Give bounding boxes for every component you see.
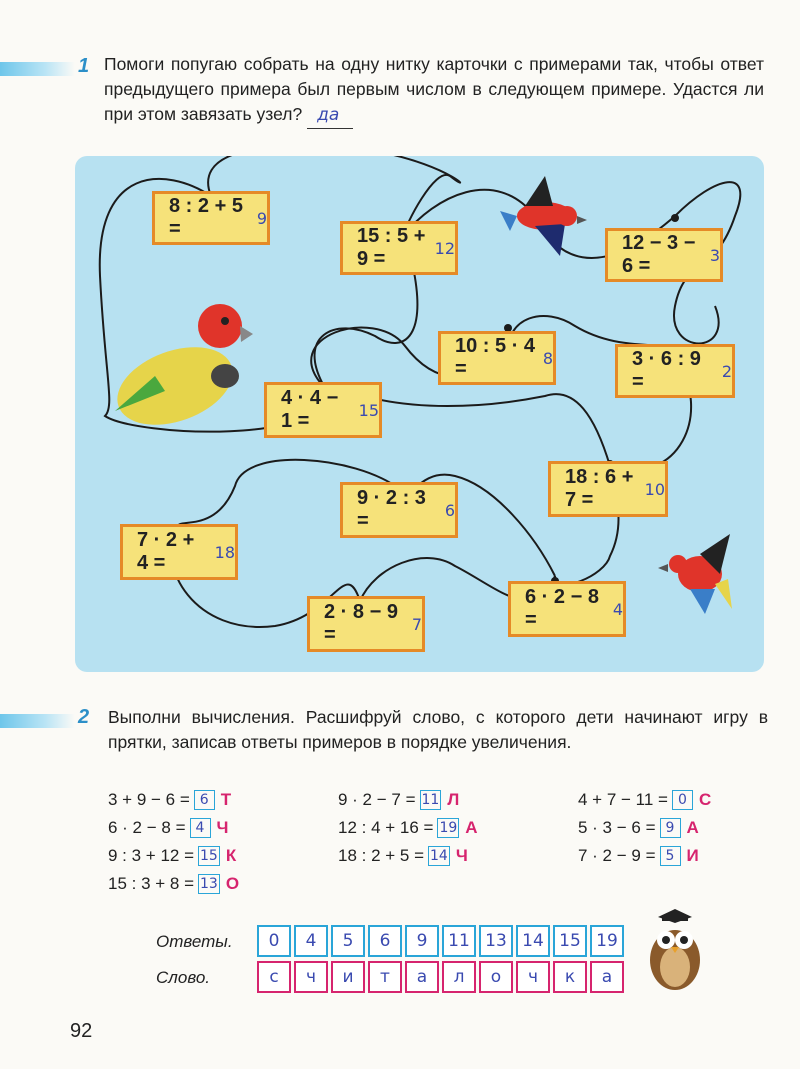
example-expr: 5 · 3 − 6 = — [578, 818, 656, 837]
example-letter: О — [225, 874, 240, 893]
example-expr: 7 · 2 − 9 = — [578, 846, 656, 865]
example-letter: С — [698, 790, 712, 809]
word-cell[interactable]: а — [590, 961, 624, 993]
task1-question: Помоги попугаю собрать на одну нитку карточки с примерами так, чтобы ответ предыдущего примера был первым числом в следующем примере. Удастся ли при этом завязать узел? — [104, 54, 764, 124]
answer-cell[interactable]: 4 — [294, 925, 328, 957]
example-letter: Т — [220, 790, 232, 809]
example-7 — [338, 846, 468, 866]
task1-text — [104, 52, 764, 129]
card-answer: 7 — [411, 614, 422, 634]
task-number-1: 1 — [78, 55, 90, 77]
bird-illustration — [658, 534, 732, 614]
card-expr: 3 · 6 : 9 = — [632, 348, 701, 393]
card-expr: 8 : 2 + 5 = — [169, 195, 243, 240]
example-answer[interactable]: 6 — [194, 790, 215, 810]
example-5 — [338, 790, 459, 810]
card-7[interactable] — [548, 461, 668, 517]
card-expr: 15 : 5 + 9 = — [357, 225, 426, 270]
answer-cell[interactable]: 13 — [479, 925, 513, 957]
answer-cell[interactable]: 9 — [405, 925, 439, 957]
card-8[interactable] — [340, 482, 458, 538]
task2-text: Выполни вычисления. Расшифруй слово, с которого дети начинают игру в прятки, записав ответы примеров в порядке увеличения. — [108, 707, 768, 752]
puzzle-panel — [75, 156, 764, 672]
example-answer[interactable]: 0 — [672, 790, 693, 810]
example-10 — [578, 846, 699, 866]
task-number-2: 2 — [78, 706, 90, 728]
example-answer[interactable]: 15 — [200, 848, 218, 864]
example-1 — [108, 790, 231, 810]
example-expr: 6 · 2 − 8 = — [108, 818, 186, 837]
example-3 — [108, 846, 236, 866]
card-answer: 4 — [612, 599, 623, 619]
card-answer: 12 — [434, 238, 455, 258]
example-letter: А — [686, 818, 699, 837]
card-answer: 15 — [358, 400, 379, 420]
example-letter: Л — [447, 790, 460, 809]
card-expr: 18 : 6 + 7 = — [565, 466, 634, 511]
example-4 — [108, 874, 239, 894]
example-expr: 9 · 2 − 7 = — [338, 790, 416, 809]
example-letter: Ч — [455, 846, 468, 865]
example-answer[interactable]: 5 — [660, 846, 681, 866]
example-answer[interactable]: 14 — [430, 848, 448, 864]
example-2 — [108, 818, 228, 838]
parrot-illustration — [95, 304, 253, 439]
header-stripe-2 — [0, 714, 75, 728]
card-expr: 10 : 5 · 4 = — [455, 335, 536, 380]
example-answer[interactable]: 9 — [660, 818, 681, 838]
word-cell[interactable]: о — [479, 961, 513, 993]
answer-cell[interactable]: 14 — [516, 925, 550, 957]
card-10[interactable] — [307, 596, 425, 652]
example-letter: Ч — [216, 818, 229, 837]
example-answer[interactable]: 4 — [190, 818, 211, 838]
example-expr: 3 + 9 − 6 = — [108, 790, 190, 809]
card-answer: 9 — [256, 208, 267, 228]
card-expr: 9 · 2 : 3 = — [357, 487, 426, 532]
word-cell[interactable]: и — [331, 961, 365, 993]
card-expr: 6 · 2 − 8 = — [525, 586, 599, 631]
example-letter: А — [465, 818, 478, 837]
task1-answer-line — [307, 102, 353, 129]
word-cell[interactable]: а — [405, 961, 439, 993]
example-answer[interactable]: 19 — [439, 820, 458, 836]
card-answer: 6 — [444, 500, 455, 520]
bird-illustration — [500, 176, 587, 256]
card-expr: 12 − 3 − 6 = — [622, 232, 696, 277]
answer-cell[interactable]: 15 — [553, 925, 587, 957]
card-5[interactable] — [615, 344, 735, 398]
word-cell[interactable]: к — [553, 961, 587, 993]
knot — [671, 214, 679, 222]
answers-label: Ответы. — [156, 932, 233, 951]
card-answer: 18 — [214, 542, 235, 562]
word-cell[interactable]: ч — [516, 961, 550, 993]
example-letter: К — [225, 846, 237, 865]
example-8 — [578, 790, 711, 810]
card-expr: 4 · 4 − 1 = — [281, 387, 339, 432]
example-expr: 4 + 7 − 11 = — [578, 790, 668, 809]
card-4[interactable] — [438, 331, 556, 385]
example-expr: 15 : 3 + 8 = — [108, 874, 195, 893]
page-number: 92 — [70, 1020, 93, 1042]
task1-answer: да — [317, 105, 340, 125]
example-9 — [578, 818, 699, 838]
example-expr: 12 : 4 + 16 = — [338, 818, 434, 837]
word-label: Слово. — [156, 968, 210, 987]
example-answer[interactable]: 13 — [200, 876, 218, 892]
card-answer: 2 — [721, 361, 732, 381]
example-answer[interactable]: 11 — [421, 792, 440, 808]
card-expr: 7 · 2 + 4 = — [137, 529, 195, 574]
answer-cell[interactable]: 19 — [590, 925, 624, 957]
card-3[interactable] — [605, 228, 723, 282]
card-1[interactable] — [152, 191, 270, 245]
word-cell[interactable]: л — [442, 961, 476, 993]
answer-cell[interactable]: 5 — [331, 925, 365, 957]
card-answer: 10 — [644, 479, 665, 499]
word-cell[interactable]: ч — [294, 961, 328, 993]
word-cell[interactable]: с — [257, 961, 291, 993]
answer-cell[interactable]: 0 — [257, 925, 291, 957]
word-cell[interactable]: т — [368, 961, 402, 993]
card-2[interactable] — [340, 221, 458, 275]
answer-cell[interactable]: 6 — [368, 925, 402, 957]
card-answer: 8 — [542, 348, 553, 368]
card-11[interactable] — [508, 581, 626, 637]
card-expr: 2 · 8 − 9 = — [324, 601, 398, 646]
example-6 — [338, 818, 478, 838]
card-9[interactable] — [120, 524, 238, 580]
card-answer: 3 — [709, 245, 720, 265]
card-6[interactable] — [264, 382, 382, 438]
owl-illustration — [640, 905, 710, 995]
answer-cell[interactable]: 11 — [442, 925, 476, 957]
example-letter: И — [686, 846, 699, 865]
header-stripe-1 — [0, 62, 75, 76]
example-expr: 18 : 2 + 5 = — [338, 846, 425, 865]
example-expr: 9 : 3 + 12 = — [108, 846, 195, 865]
